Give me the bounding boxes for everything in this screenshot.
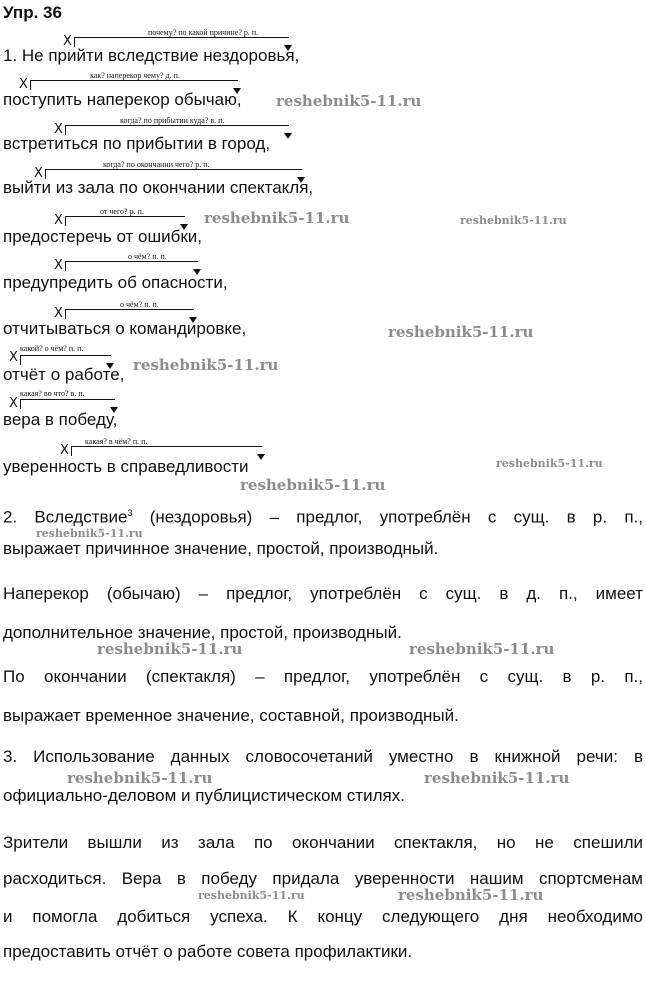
main-word-marker: X — [60, 443, 69, 458]
watermark: reshebnik5-11.ru — [240, 476, 386, 494]
answer-line: дополнительное значение, простой, производный. — [3, 623, 402, 642]
question-label: о чём? п. п. — [120, 300, 159, 309]
phrase-line: уверенность в справедливости — [3, 457, 249, 476]
answer-line: 2. Вследствие$^3$ (нездоровья) – предлог, употреблён с сущ. в р. п., — [3, 507, 643, 527]
watermark: reshebnik5-11.ru — [97, 640, 243, 658]
answer-line: и помогла добиться успеха. К концу следующего дня необходимо — [3, 907, 643, 926]
dependency-bracket — [65, 261, 198, 271]
watermark: reshebnik5-11.ru — [67, 769, 213, 787]
answer-line: расходиться. Вера в победу придала уверенности нашим спортсменам — [3, 869, 643, 888]
watermark: reshebnik5-11.ru — [398, 886, 544, 904]
dependency-bracket — [30, 80, 238, 90]
phrase-line: встретиться по прибытии в город, — [3, 134, 271, 153]
dependency-bracket — [71, 446, 262, 456]
exercise-title: Упр. 36 — [3, 3, 62, 22]
arrow-down-icon — [257, 454, 265, 460]
question-label: почему? по какой причине? р. п. — [148, 28, 259, 37]
main-word-marker: X — [9, 396, 18, 411]
answer-line: 3. Использование данных словосочетаний уместно в книжной речи: в — [3, 747, 643, 766]
main-word-marker: X — [34, 166, 43, 181]
question-label: от чего? р. п. — [100, 207, 144, 216]
watermark: reshebnik5-11.ru — [36, 527, 143, 540]
watermark: reshebnik5-11.ru — [198, 889, 305, 902]
question-label: какой? о чём? п. п. — [20, 344, 84, 353]
main-word-marker: X — [54, 213, 63, 228]
answer-line: выражает причинное значение, простой, производный. — [3, 539, 439, 558]
watermark: reshebnik5-11.ru — [424, 769, 570, 787]
dependency-bracket — [20, 355, 111, 365]
main-word-marker: X — [54, 258, 63, 273]
answer-line: выражает временное значение, составной, производный. — [3, 706, 459, 725]
answer-line: Зрители вышли из зала по окончании спектакля, но не спешили — [3, 833, 643, 852]
question-label: когда? по окончании чего? р. п. — [103, 160, 210, 169]
question-label: как? наперекор чему? д. п. — [90, 71, 180, 80]
footnote-mark: 3 — [127, 508, 133, 518]
dependency-bracket — [65, 216, 185, 226]
answer-line: По окончании (спектакля) – предлог, употреблён с сущ. в р. п., — [3, 667, 643, 686]
answer-line: официально-деловом и публицистическом стилях. — [3, 786, 405, 805]
main-word-marker: X — [54, 306, 63, 321]
main-word-marker: X — [63, 34, 72, 49]
phrase-line: выйти из зала по окончании спектакля, — [3, 178, 314, 197]
phrase-line: предупредить об опасности, — [3, 273, 228, 292]
dependency-bracket — [20, 399, 115, 409]
question-label: о чём? п. п. — [128, 252, 167, 261]
watermark: reshebnik5-11.ru — [460, 214, 567, 227]
answer-line: Наперекор (обычаю) – предлог, употреблён с сущ. в д. п., имеет — [3, 584, 643, 603]
phrase-line: отчёт о работе, — [3, 365, 125, 384]
answer-line: предоставить отчёт о работе совета профилактики. — [3, 942, 413, 961]
phrase-line: поступить наперекор обычаю, — [3, 90, 242, 109]
phrase-line: предостеречь от ошибки, — [3, 227, 203, 246]
question-label: какая? во что? в. п. — [20, 389, 85, 398]
phrase-line: вера в победу, — [3, 410, 118, 429]
phrase-line: отчитываться о командировке, — [3, 319, 247, 338]
question-label: какая? в чём? п. п. — [85, 437, 148, 446]
dependency-bracket — [65, 309, 194, 319]
phrase-line: 1. Не прийти вследствие нездоровья, — [3, 46, 300, 65]
watermark: reshebnik5-11.ru — [204, 209, 350, 227]
watermark: reshebnik5-11.ru — [133, 356, 279, 374]
watermark: reshebnik5-11.ru — [276, 92, 422, 110]
watermark: reshebnik5-11.ru — [409, 640, 555, 658]
watermark: reshebnik5-11.ru — [496, 457, 603, 470]
watermark: reshebnik5-11.ru — [388, 323, 534, 341]
main-word-marker: X — [9, 350, 18, 365]
question-label: когда? по прибытии куда? в. п. — [120, 116, 225, 125]
arrow-down-icon — [284, 133, 292, 139]
main-word-marker: X — [19, 77, 28, 92]
main-word-marker: X — [54, 122, 63, 137]
